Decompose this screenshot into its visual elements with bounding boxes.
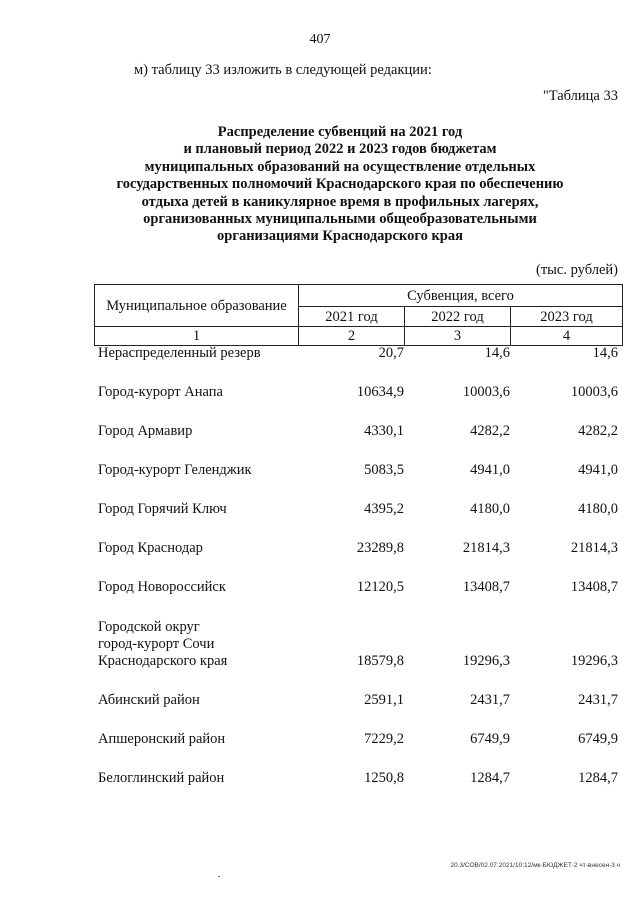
municipality-line: Город Армавир <box>98 423 193 439</box>
value-2023: 21814,3 <box>570 540 618 556</box>
value-2022: 14,6 <box>484 345 510 361</box>
value-2021: 1250,8 <box>364 770 404 786</box>
value-2021: 4330,1 <box>364 423 404 439</box>
value-2023: 4941,0 <box>578 462 618 478</box>
value-2022: 21814,3 <box>462 540 510 556</box>
value-2021: 20,7 <box>378 345 404 361</box>
title-line: организованных муниципальными общеобразовательными <box>143 211 537 228</box>
value-2023: 14,6 <box>592 345 618 361</box>
title-line: отдыха детей в каникулярное время в профильных лагерях, <box>141 193 539 210</box>
table-row <box>98 540 618 557</box>
value-2023: 19296,3 <box>570 653 618 669</box>
title-line: муниципальных образований на осуществление отдельных <box>144 158 536 175</box>
value-2021: 23289,8 <box>356 540 404 556</box>
value-2023: 13408,7 <box>570 579 618 595</box>
title-line: организациями Краснодарского края <box>217 228 463 245</box>
value-2023: 4180,0 <box>578 501 618 517</box>
col-number-4: 4 <box>511 327 623 346</box>
row-municipality <box>98 384 308 401</box>
value-2022: 2431,7 <box>470 692 510 708</box>
municipality-line: Апшеронский район <box>98 731 226 747</box>
municipality-line: Город-курорт Анапа <box>98 384 223 400</box>
title-line: государственных полномочий Краснодарского края по обеспечению <box>116 176 564 193</box>
value-2022: 4180,0 <box>470 501 510 517</box>
row-municipality <box>98 579 308 596</box>
table-row <box>98 731 618 748</box>
table-row <box>98 423 618 440</box>
units-label: (тыс. рублей) <box>536 262 618 278</box>
table-title <box>60 124 620 246</box>
municipality-line: Нераспределенный резерв <box>98 345 261 361</box>
row-municipality <box>98 731 308 748</box>
table-header <box>94 284 623 346</box>
value-2021: 4395,2 <box>364 501 404 517</box>
value-2022: 4282,2 <box>470 423 510 439</box>
value-2021: 18579,8 <box>356 653 404 669</box>
page-number: 407 <box>309 32 331 47</box>
value-2023: 4282,2 <box>578 423 618 439</box>
table-row <box>98 384 618 401</box>
header-year-2023: 2023 год <box>511 307 623 327</box>
header-subvention: Субвенция, всего <box>299 285 623 307</box>
row-municipality <box>98 501 308 518</box>
row-municipality <box>98 692 308 709</box>
table-row <box>98 770 618 787</box>
value-2021: 7229,2 <box>364 731 404 747</box>
col-number-1: 1 <box>95 327 299 346</box>
table-row <box>98 692 618 709</box>
header-year-2021: 2021 год <box>299 307 405 327</box>
footer-code: 20.3/СОВ/02.07.2021/10:12/мк-БЮДЖЕТ-2 чт-внесен-3 ч <box>450 862 620 869</box>
row-municipality <box>98 345 308 362</box>
table-row <box>98 462 618 479</box>
value-2022: 4941,0 <box>470 462 510 478</box>
table-label: "Таблица 33 <box>542 88 618 104</box>
scan-mark <box>218 876 220 877</box>
table-row <box>98 619 618 670</box>
row-municipality <box>98 540 308 557</box>
value-2023: 1284,7 <box>578 770 618 786</box>
value-2022: 13408,7 <box>462 579 510 595</box>
title-line: и плановый период 2022 и 2023 годов бюджетам <box>183 141 497 158</box>
municipality-line: Абинский район <box>98 692 200 708</box>
municipality-line: Город Горячий Ключ <box>98 501 227 517</box>
value-2021: 2591,1 <box>364 692 404 708</box>
header-year-2022: 2022 год <box>405 307 511 327</box>
value-2021: 10634,9 <box>356 384 404 400</box>
municipality-line: Краснодарского края <box>98 653 228 669</box>
row-municipality <box>98 770 308 787</box>
municipality-line: Город-курорт Геленджик <box>98 462 252 478</box>
header-municipality: Муниципальное образование <box>95 285 299 327</box>
value-2023: 2431,7 <box>578 692 618 708</box>
value-2021: 12120,5 <box>356 579 404 595</box>
table-row <box>98 345 618 362</box>
municipality-line: город-курорт Сочи <box>98 636 215 652</box>
municipality-line: Городской округ <box>98 619 200 635</box>
value-2022: 6749,9 <box>470 731 510 747</box>
value-2021: 5083,5 <box>364 462 404 478</box>
value-2022: 10003,6 <box>462 384 510 400</box>
value-2022: 19296,3 <box>462 653 510 669</box>
municipality-line: Город Краснодар <box>98 540 203 556</box>
table-row <box>98 501 618 518</box>
row-municipality <box>98 462 308 479</box>
value-2022: 1284,7 <box>470 770 510 786</box>
row-municipality <box>98 619 308 670</box>
value-2023: 10003,6 <box>570 384 618 400</box>
col-number-2: 2 <box>299 327 405 346</box>
intro-text: м) таблицу 33 изложить в следующей редакции: <box>134 62 432 78</box>
col-number-3: 3 <box>405 327 511 346</box>
municipality-line: Город Новороссийск <box>98 579 226 595</box>
table-row <box>98 579 618 596</box>
municipality-line: Белоглинский район <box>98 770 225 786</box>
row-municipality <box>98 423 308 440</box>
value-2023: 6749,9 <box>578 731 618 747</box>
title-line: Распределение субвенций на 2021 год <box>217 124 463 140</box>
